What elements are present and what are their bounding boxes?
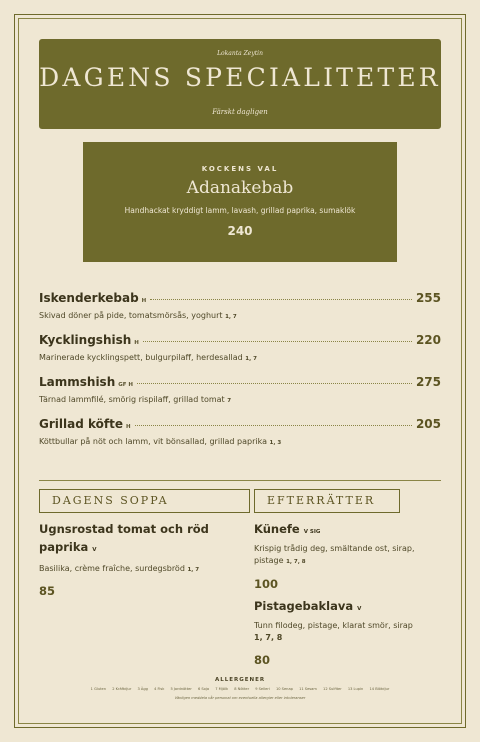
header-banner <box>39 39 441 129</box>
item-tag: H <box>134 340 139 346</box>
item-tag: H <box>125 424 131 430</box>
allergen-entry: 14 Blötdjur <box>369 687 390 691</box>
dot-leader <box>135 425 412 426</box>
item-name: Iskenderkebab <box>39 291 139 305</box>
soup-name-line2: paprika <box>39 540 89 554</box>
item-allergens: 1, 7 <box>245 356 257 362</box>
dessert-allergens: 1, 7, 8 <box>286 559 306 565</box>
item-allergens: 7 <box>227 398 232 404</box>
menu-item <box>39 333 441 362</box>
dessert-price: 100 <box>254 577 279 591</box>
soup-tag: V <box>92 547 97 553</box>
allergens-note: Vänligen meddela vår personal om eventuella allergier eller intoleranser <box>174 696 306 700</box>
item-price: 205 <box>415 417 441 431</box>
restaurant-name: Lokanta Zeytin <box>217 50 263 57</box>
soup-allergens: 1, 7 <box>187 567 200 573</box>
dessert-item <box>254 597 413 667</box>
header-subtitle: Färskt dagligen <box>212 108 268 116</box>
dessert-tag: V SIG <box>303 529 321 535</box>
allergen-entry: 1 Gluten <box>90 687 107 691</box>
allergen-entry: 5 Jordnötter <box>170 687 192 691</box>
item-description: Skivad döner på pide, tomatsmörsås, yoghurt <box>39 311 223 320</box>
item-allergens: 1, 7 <box>225 314 237 320</box>
allergen-entry: 7 Mjölk <box>215 687 229 691</box>
desserts-heading: EFTERRÄTTER <box>254 489 400 513</box>
dessert-allergens: 1, 7, 8 <box>254 633 283 642</box>
item-description: Marinerade kycklingspett, bulgurpilaff, herdesallad <box>39 353 243 362</box>
dessert-name: Pistagebaklava <box>254 599 354 613</box>
allergen-entry: 10 Senap <box>275 687 293 691</box>
feature-description: Handhackat kryddigt lamm, lavash, grillad paprika, sumaklök <box>124 206 356 215</box>
item-description: Köttbullar på nöt och lamm, vit bönsallad, grillad paprika <box>39 437 267 446</box>
soup-price: 85 <box>39 584 56 598</box>
dessert-description: Tunn filodeg, pistage, klarat smör, sirap <box>254 621 413 630</box>
item-tag: GF H <box>118 382 134 388</box>
item-description: Tärnad lammfilé, smörig rispilaff, grillad tomat <box>39 395 225 404</box>
allergen-entry: 8 Nötter <box>234 687 250 691</box>
soup-heading: DAGENS SOPPA <box>39 489 250 513</box>
allergen-entry: 6 Soja <box>197 687 210 691</box>
item-tag: H <box>141 298 147 304</box>
item-price: 255 <box>415 291 441 305</box>
allergen-entry: 13 Lupin <box>347 687 364 691</box>
dot-leader <box>137 383 412 384</box>
allergen-entry: 12 Sulfiter <box>323 687 342 691</box>
allergen-entry: 2 Kräftdjur <box>112 687 132 691</box>
soup-card <box>39 520 209 598</box>
allergen-entry: 3 Ägg <box>137 687 148 691</box>
dessert-price: 80 <box>254 653 271 667</box>
section-divider <box>39 480 441 481</box>
menu-item <box>39 375 441 404</box>
allergen-entry: 9 Selleri <box>255 687 270 691</box>
page-title: DAGENS SPECIALITETER <box>39 63 441 92</box>
item-price: 275 <box>415 375 441 389</box>
item-name: Kycklingshish <box>39 333 132 347</box>
dessert-name: Künefe <box>254 522 300 536</box>
menu-item <box>39 291 441 320</box>
allergens-list <box>0 687 480 691</box>
item-allergens: 1, 3 <box>269 440 282 446</box>
chefs-choice-card <box>83 142 397 262</box>
soup-name-line1: Ugnsrostad tomat och röd <box>39 522 209 536</box>
feature-kicker: KOCKENS VAL <box>201 165 279 173</box>
dessert-tag: V <box>357 606 362 612</box>
item-name: Lammshish <box>39 375 116 389</box>
dot-leader <box>150 299 412 300</box>
allergen-entry: 11 Sesam <box>299 687 317 691</box>
item-name: Grillad köfte <box>39 417 123 431</box>
soup-description: Basilika, crème fraîche, surdegsbröd <box>39 564 185 573</box>
feature-name: Adanakebab <box>186 178 294 198</box>
dot-leader <box>143 341 412 342</box>
feature-price: 240 <box>227 224 253 238</box>
dessert-description: Krispig trådig deg, smältande ost, sirap, <box>254 544 415 553</box>
allergens-title: ALLERGENER <box>214 677 266 683</box>
allergen-entry: 4 Fisk <box>154 687 165 691</box>
item-price: 220 <box>415 333 441 347</box>
dessert-item <box>254 520 415 591</box>
dessert-description-cont: pistage <box>254 556 284 565</box>
menu-item <box>39 417 441 446</box>
